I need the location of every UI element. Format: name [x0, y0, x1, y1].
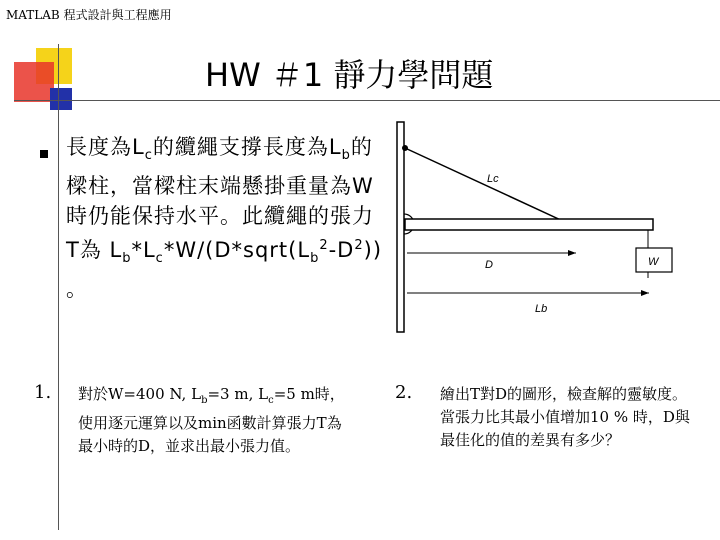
- course-header: MATLAB 程式設計與工程應用: [6, 8, 172, 22]
- item-1-text: 對於W=400 N, $L_b=3$ m, $L_c=5$ m時，使用逐元運算以及min函數計算張力T為最小時的D，並求出最小張力值。: [78, 385, 345, 455]
- cable: [405, 148, 578, 228]
- beam: [405, 219, 653, 230]
- logo-horizontal-line: [14, 100, 720, 101]
- item-1-number: 1.: [34, 382, 52, 403]
- d-label: D: [485, 259, 493, 271]
- slide-title: HW ＃1 靜力學問題: [205, 56, 494, 94]
- lb-label: Lb: [535, 303, 548, 315]
- problem-statement: 長度為$L_c$的纜繩支撐長度為$L_b$的樑柱，當樑柱末端懸掛重量為W時仍能保持水平。此纜繩的張力T為 $L_b*L_c*W/(D*sqrt(L_b^2-D^2))$ 。: [66, 135, 383, 302]
- wall: [397, 122, 404, 332]
- cable-beam-diagram: [395, 118, 715, 333]
- item-2-text: 繪出T對D的圖形，檢查解的靈敏度。當張力比其最小值增加10 % 時，D與最佳化的值的差異有多少？: [440, 385, 690, 449]
- bullet-square: [40, 150, 48, 158]
- lb-arrowhead: [641, 290, 649, 296]
- logo-blue-square: [50, 88, 72, 110]
- logo-vertical-line: [58, 44, 59, 530]
- w-label: W: [648, 256, 659, 268]
- lc-label: Lc: [487, 173, 499, 185]
- logo-red-square: [14, 62, 54, 102]
- d-arrowhead: [568, 250, 576, 256]
- item-2-number: 2.: [395, 382, 413, 403]
